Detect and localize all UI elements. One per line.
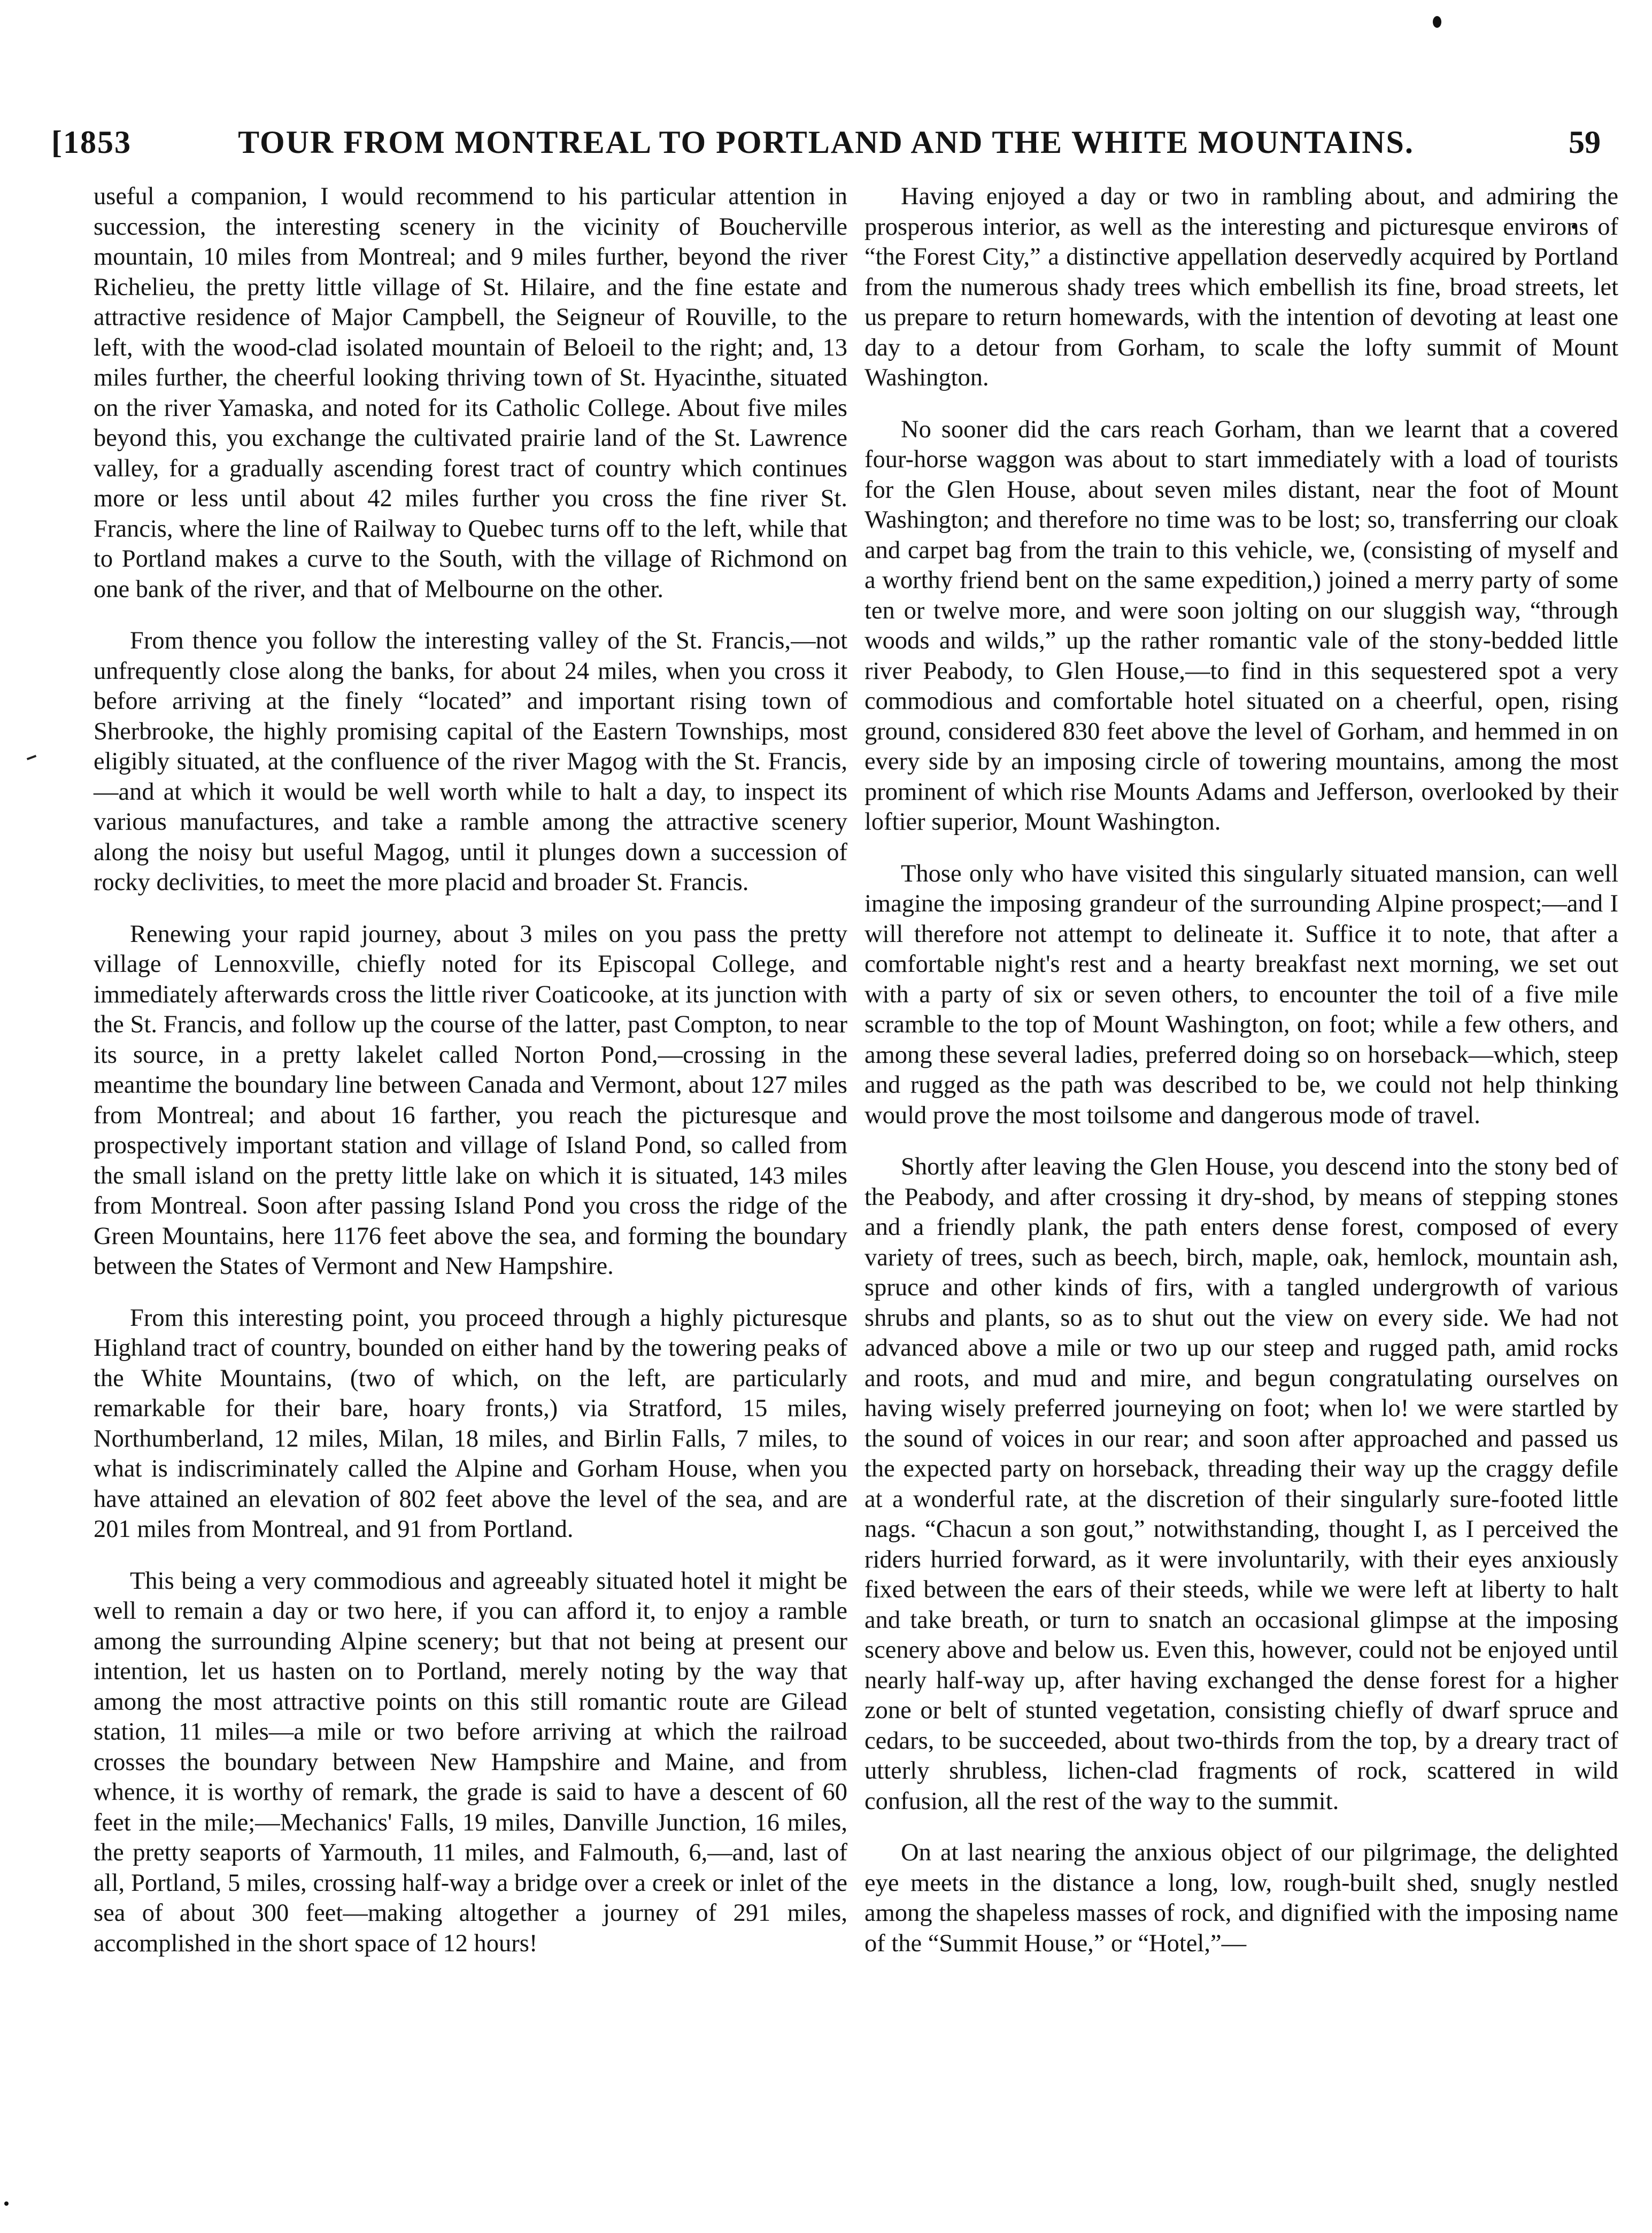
header-year: [1853 — [51, 125, 132, 160]
paragraph: Shortly after leaving the Glen House, you descend into the stony bed of the Peabody, and after crossing it dry-shod, by means of stepping stones and a friendly plank, the path enters dense forest, composed of every variety of trees, such as beech, birch, maple, oak, hemlock, mountain ash, spruce and other kinds of firs, with a tangled undergrowth of various shrubs and plants, so as to shut out the view on every side. We had not advanced above a mile or two up our steep and rugged path, amid rocks and roots, and mud and mire, and begun congratulating ourselves on having wisely preferred journeying on foot; when lo! we were startled by the sound of voices in our rear; and soon after approached and passed us the expected party on horseback, threading their way up the craggy defile at a wonderful rate, at the discretion of their singularly sure-footed little nags. “Chacun a son gout,” notwithstanding, thought I, as I perceived the riders hurried forward, as it were involuntarily, with their eyes anxiously fixed between the ears of their steeds, while we were left at liberty to halt and take breath, or turn to snatch an occasional glimpse at the imposing scenery above and below us. Even this, however, could not be enjoyed until nearly half-way up, after having exchanged the dense forest for a higher zone or belt of stunted vegetation, consisting chiefly of dwarf spruce and cedars, to be succeeded, about two-thirds from the top, by a dreary tract of utterly shrubless, lichen-clad fragments of rock, scattered in wild confusion, all the rest of the way to the summit. — [864, 1153, 1618, 1815]
paragraph: Those only who have visited this singularly situated mansion, can well imagine the imposing grandeur of the surrounding Alpine prospect;—and I will therefore not attempt to delineate it. Suffice it to note, that after a comfortable night's rest and a hearty breakfast next morning, we set out with a party of six or seven others, to encounter the toil of a five mile scramble to the top of Mount Washington, on foot; while a few others, and among these several ladies, preferred doing so on horseback—which, steep and rugged as the path was described to be, we could not help thinking would prove the most toilsome and dangerous mode of travel. — [864, 860, 1618, 1129]
page-number: 59 — [1569, 125, 1601, 160]
paragraph: From thence you follow the interesting valley of the St. Francis,—not unfrequently close along the banks, for about 24 miles, when you cross it before arriving at the finely “located” and important rising town of Sherbrooke, the highly promising capital of the Eastern Townships, most eligibly situated, at the confluence of the river Magog with the St. Francis,—and at which it would be well worth while to halt a day, to inspect its various manufactures, and take a ramble among the attractive scenery along the noisy but useful Magog, until it plunges down a succession of rocky declivities, to meet the more placid and broader St. Francis. — [94, 627, 847, 896]
running-header — [51, 124, 1601, 172]
paragraph: Renewing your rapid journey, about 3 miles on you pass the pretty village of Lennoxville, chiefly noted for its Episcopal College, and immediately afterwards cross the little river Coaticooke, at its junction with the St. Francis, and follow up the course of the latter, past Compton, to near its source, in a pretty lakelet called Norton Pond,—crossing in the meantime the boundary line between Canada and Vermont, about 127 miles from Montreal; and about 16 farther, you reach the picturesque and prospectively important station and village of Island Pond, so called from the small island on the pretty little lake on which it is situated, 143 miles from Montreal. Soon after passing Island Pond you cross the ridge of the Green Mountains, here 1176 feet above the sea, and forming the boundary between the States of Vermont and New Hampshire. — [94, 920, 847, 1280]
paragraph: On at last nearing the anxious object of our pilgrimage, the delighted eye meets in the distance a long, low, rough-built shed, snugly nestled among the shapeless masses of rock, and dignified with the imposing name of the “Summit House,” or “Hotel,”— — [864, 1839, 1618, 1957]
paragraph: From this interesting point, you proceed through a highly picturesque Highland tract of country, bounded on either hand by the towering peaks of the White Mountains, (two of which, on the left, are particularly remarkable for their bare, hoary fronts,) via Stratford, 15 miles, Northumberland, 12 miles, Milan, 18 miles, and Birlin Falls, 7 miles, to what is indiscriminately called the Alpine and Gorham House, when you have attained an elevation of 802 feet above the level of the sea, and are 201 miles from Montreal, and 91 from Portland. — [94, 1304, 847, 1543]
header-title: TOUR FROM MONTREAL TO PORTLAND AND THE WHITE MOUNTAINS. — [238, 125, 1414, 160]
ink-spot — [1433, 16, 1441, 28]
paragraph: This being a very commodious and agreeably situated hotel it might be well to remain a day or two here, if you can afford it, to enjoy a ramble among the surrounding Alpine scenery; but that not being at present our intention, let us hasten on to Portland, merely noting by the way that among the most attractive points on this still romantic route are Gilead station, 11 miles—a mile or two before arriving at which the railroad crosses the boundary between New Hampshire and Maine, and from whence, it is worthy of remark, the grade is said to have a descent of 60 feet in the mile;—Mechanics' Falls, 19 miles, Danville Junction, 16 miles, the pretty seaports of Yarmouth, 11 miles, and Falmouth, 6,—and, last of all, Portland, 5 miles, crossing half-way a bridge over a creek or inlet of the sea of about 300 feet—making altogether a journey of 291 miles, accomplished in the short space of 12 hours! — [94, 1567, 847, 1957]
right-column — [864, 182, 1618, 1980]
left-column — [94, 182, 847, 1980]
margin-mark-bottom — [4, 2201, 9, 2206]
paragraph: Having enjoyed a day or two in rambling about, and admiring the prosperous interior, as well as the interesting and picturesque environs of “the Forest City,” a distinctive appellation deservedly acquired by Portland from the numerous shady trees which embellish its fine, broad streets, let us prepare to return homewards, with the intention of devoting at least one day to a detour from Gorham, to scale the lofty summit of Mount Washington. — [864, 183, 1618, 391]
paragraph: useful a companion, I would recommend to his particular attention in succession, the interesting scenery in the vicinity of Boucherville mountain, 10 miles from Montreal; and 9 miles further, beyond the river Richelieu, the pretty little village of St. Hilaire, and the fine estate and attractive residence of Major Campbell, the Seigneur of Rouville, to the left, with the wood-clad isolated mountain of Beloeil to the right; and, 13 miles further, the cheerful looking thriving town of St. Hyacinthe, situated on the river Yamaska, and noted for its Catholic College. About five miles beyond this, you exchange the cultivated prairie land of the St. Lawrence valley, for a gradually ascending forest tract of country which continues more or less until about 42 miles further you cross the fine river St. Francis, where the line of Railway to Quebec turns off to the left, while that to Portland makes a curve to the South, with the village of Richmond on one bank of the river, and that of Melbourne on the other. — [94, 183, 847, 603]
paragraph: No sooner did the cars reach Gorham, than we learnt that a covered four-horse waggon was about to start immediately with a load of tourists for the Glen House, about seven miles distant, near the foot of Mount Washington; and therefore no time was to be lost; so, transferring our cloak and carpet bag from the train to this vehicle, we, (consisting of myself and a worthy friend bent on the same expedition,) joined a merry party of some ten or twelve more, and were soon jolting on our sluggish way, “through woods and wilds,” up the rather romantic vale of the stony-bedded little river Peabody, to Glen House,—to find in this sequestered spot a very commodious and comfortable hotel situated on a cheerful, open, rising ground, considered 830 feet above the level of Gorham, and hemmed in on every side by an imposing circle of towering mountains, among the most prominent of which rise Mounts Adams and Jefferson, overlooked by their loftier superior, Mount Washington. — [864, 415, 1618, 836]
margin-mark-left — [27, 755, 36, 760]
